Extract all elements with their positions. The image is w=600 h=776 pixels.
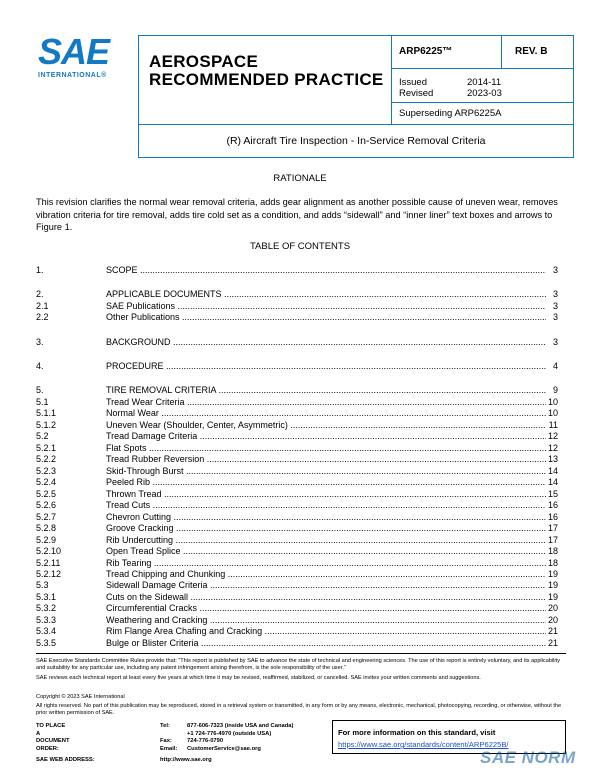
- toc-entry-page: 16: [547, 500, 558, 510]
- divider: [391, 102, 573, 103]
- toc-entry-title: Tread Rubber Reversion .....: [106, 454, 546, 465]
- toc-entry-number: 5.1.2: [36, 420, 57, 430]
- toc-entry-page: 3: [552, 312, 558, 322]
- toc-entry-number: 5.2.6: [36, 500, 57, 510]
- tel-outside: +1 724-776-4970 (outside USA): [187, 730, 272, 737]
- toc-entry[interactable]: [36, 312, 558, 323]
- fax-label: Fax:: [160, 738, 172, 745]
- toc-entry-number: 5.1.1: [36, 408, 57, 418]
- toc-entry-page: 19: [547, 580, 558, 590]
- toc-entry[interactable]: [36, 466, 558, 477]
- toc-entry-page: 12: [547, 431, 558, 441]
- toc-entry[interactable]: [36, 301, 558, 312]
- toc-entry-number: 5.2.4: [36, 477, 57, 487]
- toc-entry-number: 1.: [36, 265, 44, 275]
- toc-entry-title: SAE Publications .....: [106, 301, 546, 312]
- footer-review-text: SAE reviews each technical report at least every five years at which time it may be revised, reaffirmed, stabilized, or cancelled. SAE invites your written comments and suggestions.: [36, 675, 481, 681]
- toc-entry-title: Other Publications .....: [106, 312, 546, 323]
- toc-entry-title: Tread Cuts .....: [106, 500, 546, 511]
- divider: [391, 68, 573, 69]
- toc-entry-title: Chevron Cutting .....: [106, 512, 546, 523]
- toc-entry-number: 5.2.2: [36, 454, 57, 464]
- toc-entry-number: 5.2.5: [36, 489, 57, 499]
- toc-entry[interactable]: [36, 592, 558, 603]
- toc-entry-page: 20: [547, 615, 558, 625]
- toc-entry[interactable]: [36, 615, 558, 626]
- toc-entry-number: 5.2.12: [36, 569, 62, 579]
- revised-date: 2023-03: [467, 88, 502, 99]
- order-label: TO PLACE A DOCUMENT ORDER:: [36, 723, 70, 752]
- toc-entry-title: Tread Damage Criteria .....: [106, 431, 546, 442]
- toc-entry[interactable]: [36, 535, 558, 546]
- web-label: SAE WEB ADDRESS:: [36, 757, 95, 763]
- toc-entry[interactable]: [36, 500, 558, 511]
- toc-entry[interactable]: [36, 397, 558, 408]
- toc-entry-page: 3: [552, 301, 558, 311]
- toc-entry-title: Uneven Wear (Shoulder, Center, Asymmetric) .....: [106, 420, 546, 431]
- toc-entry-page: 17: [547, 535, 558, 545]
- toc-entry[interactable]: [36, 580, 558, 591]
- issued-date: 2014-11: [467, 77, 502, 88]
- document-type-line2: RECOMMENDED PRACTICE: [149, 70, 384, 89]
- toc-entry-number: 5.2.11: [36, 558, 61, 568]
- toc-entry-title: Bulge or Blister Criteria .....: [106, 638, 546, 649]
- document-type-line1: AEROSPACE: [149, 52, 259, 71]
- logo-mark: SAE: [38, 31, 110, 72]
- toc-entry-page: 16: [547, 512, 558, 522]
- document-title: (R) Aircraft Tire Inspection - In-Service Removal Criteria: [138, 124, 574, 158]
- toc-entry-number: 5.2.3: [36, 466, 57, 476]
- toc-entry[interactable]: [36, 337, 558, 348]
- toc-entry-title: Weathering and Cracking .....: [106, 615, 546, 626]
- toc-entry-title: Tread Wear Criteria .....: [106, 397, 546, 408]
- toc-entry-number: 5.2.8: [36, 523, 57, 533]
- toc-entry-number: 5.: [36, 385, 44, 395]
- toc-entry-title: BACKGROUND .....: [106, 337, 546, 348]
- toc-entry-number: 5.2.1: [36, 443, 57, 453]
- toc-entry-page: 10: [547, 397, 558, 407]
- footer-rights-text: All rights reserved. No part of this publication may be reproduced, stored in a retrieval system or transmitted, in any form or by any means, electronic, mechanical, photocopying, recording, or otherwise, without the prior written permission of SAE.: [36, 703, 562, 716]
- toc-entry-title: Rib Undercutting .....: [106, 535, 546, 546]
- toc-entry-page: 19: [547, 592, 558, 602]
- toc-entry-page: 13: [547, 454, 558, 464]
- rationale-text: This revision clarifies the normal wear removal criteria, adds gear alignment as another possible cause of uneven wear, removes vibration criteria for tire removal, adds tire cold set as a condition, and adds “sidewall” and “inner liner” text boxes and arrows to Figure 1.: [36, 197, 558, 232]
- toc-entry[interactable]: [36, 431, 558, 442]
- toc-entry-page: 17: [547, 523, 558, 533]
- web-address: http://www.sae.org: [160, 757, 212, 763]
- footer-copyright: Copyright © 2023 SAE International: [36, 694, 125, 700]
- toc-entry-number: 5.2.9: [36, 535, 57, 545]
- issued-label: Issued: [399, 77, 427, 88]
- sae-logo: [38, 31, 126, 84]
- toc-entry[interactable]: [36, 558, 558, 569]
- footer-rules-text: SAE Executive Standards Committee Rules provide that: “This report is published by SAE to advance the state of technical and engineering sciences. The use of this report is entirely voluntary, and its applicability and suitability for any particular use, including any patent infringement arising therefrom, is the sole responsibility of the user.”: [36, 658, 561, 671]
- toc-entry-title: TIRE REMOVAL CRITERIA .....: [106, 385, 546, 396]
- email-address: CustomerService@sae.org: [187, 745, 261, 752]
- toc-entry-title: Rib Tearing .....: [106, 558, 546, 569]
- toc-entry-page: 18: [547, 558, 558, 568]
- fax-number: 724-776-0790: [187, 738, 224, 745]
- superseding-note: Superseding ARP6225A: [399, 108, 502, 119]
- toc-entry[interactable]: [36, 443, 558, 454]
- toc-entry[interactable]: [36, 420, 558, 431]
- toc-entry-page: 14: [547, 466, 558, 476]
- toc-entry-page: 3: [552, 265, 558, 275]
- toc-entry-title: Normal Wear .....: [106, 408, 546, 419]
- toc-entry-page: 20: [547, 603, 558, 613]
- toc-entry-number: 5.2.10: [36, 546, 62, 556]
- toc-entry-page: 21: [547, 626, 558, 636]
- toc-entry-page: 18: [547, 546, 558, 556]
- toc-entry-number: 2.: [36, 289, 44, 299]
- toc-entry-number: 5.3.2: [36, 603, 57, 613]
- toc-entry-number: 3.: [36, 337, 44, 347]
- tel-label: Tel:: [160, 723, 170, 729]
- toc-entry-number: 5.3.3: [36, 615, 57, 625]
- document-meta-cell: [391, 36, 573, 124]
- toc-entry[interactable]: [36, 385, 558, 396]
- toc-entry-title: Open Tread Splice .....: [106, 546, 546, 557]
- toc-entry[interactable]: [36, 361, 558, 372]
- more-info-heading: For more information on this standard, visit: [338, 728, 496, 737]
- toc-entry-page: 9: [552, 385, 558, 395]
- toc-entry[interactable]: [36, 408, 558, 419]
- toc-entry[interactable]: [36, 523, 558, 534]
- toc-entry-number: 5.3.1: [36, 592, 57, 602]
- toc-entry-number: 2.2: [36, 312, 49, 322]
- footer-divider: [36, 653, 566, 654]
- toc-entry-number: 5.1: [36, 397, 49, 407]
- toc-entry[interactable]: [36, 603, 558, 614]
- toc-entry-title: SCOPE .....: [106, 265, 546, 276]
- toc-entry-number: 4.: [36, 361, 44, 371]
- toc-entry-title: Sidewall Damage Criteria .....: [106, 580, 546, 591]
- toc-entry-page: 10: [547, 408, 558, 418]
- toc-entry[interactable]: [36, 477, 558, 488]
- toc-entry-number: 5.3.5: [36, 638, 57, 648]
- toc-entry-title: Rim Flange Area Chafing and Cracking .....: [106, 626, 546, 637]
- toc-entry-number: 5.3.4: [36, 626, 57, 636]
- toc-entry-title: Flat Spots .....: [106, 443, 546, 454]
- toc-entry[interactable]: [36, 489, 558, 500]
- revised-label: Revised: [399, 88, 434, 99]
- toc-entry-page: 11: [548, 420, 558, 430]
- toc-entry-title: Groove Cracking .....: [106, 523, 546, 534]
- logo-subtitle: INTERNATIONAL®: [38, 72, 107, 79]
- toc-entry-number: 2.1: [36, 301, 49, 311]
- revision-cell: [501, 36, 574, 68]
- toc-entry[interactable]: [36, 569, 558, 580]
- toc-entry-page: 15: [547, 489, 558, 499]
- document-number: ARP6225™: [399, 46, 453, 57]
- toc-entry-page: 21: [547, 638, 558, 648]
- toc-entry-page: 19: [547, 569, 558, 579]
- toc-entry-title: Thrown Tread .....: [106, 489, 546, 500]
- toc-entry-title: Cuts on the Sidewall .....: [106, 592, 546, 603]
- toc-entry-title: Peeled Rib .....: [106, 477, 546, 488]
- web-address-block: [36, 757, 212, 763]
- toc-entry[interactable]: [36, 638, 558, 649]
- tel-inside: 877-606-7323 (inside USA and Canada): [187, 723, 294, 729]
- toc-entry-page: 14: [547, 477, 558, 487]
- toc-entry[interactable]: [36, 454, 558, 465]
- document-type-cell: [139, 36, 392, 124]
- toc-entry-title: APPLICABLE DOCUMENTS .....: [106, 289, 546, 300]
- rationale-heading: RATIONALE: [273, 173, 327, 184]
- toc-entry-number: 5.2.7: [36, 512, 57, 522]
- email-label: Email:: [160, 745, 178, 752]
- toc-entry[interactable]: [36, 265, 558, 276]
- toc-entry-page: 3: [552, 337, 558, 347]
- toc-entry-title: Circumferential Cracks .....: [106, 603, 546, 614]
- document-header: [138, 35, 574, 125]
- toc-heading: TABLE OF CONTENTS: [249, 241, 351, 252]
- toc-entry-page: 4: [552, 361, 558, 371]
- toc-entry-number: 5.2: [36, 431, 49, 441]
- toc-entry[interactable]: [36, 512, 558, 523]
- toc-entry[interactable]: [36, 289, 558, 300]
- toc-entry-number: 5.3: [36, 580, 49, 590]
- revision-label: REV. B: [515, 46, 548, 57]
- toc-entry[interactable]: [36, 626, 558, 637]
- toc-entry-page: 3: [552, 289, 558, 299]
- toc-entry-title: Skid-Through Burst .....: [106, 466, 546, 477]
- toc-entry-title: PROCEDURE .....: [106, 361, 546, 372]
- toc-entry-page: 12: [547, 443, 558, 453]
- toc-entry-title: Tread Chipping and Chunking .....: [106, 569, 546, 580]
- watermark: SAE NORM: [480, 748, 576, 767]
- toc-entry[interactable]: [36, 546, 558, 557]
- standard-link[interactable]: https://www.sae.org/standards/content/ARP6225B/: [338, 740, 509, 749]
